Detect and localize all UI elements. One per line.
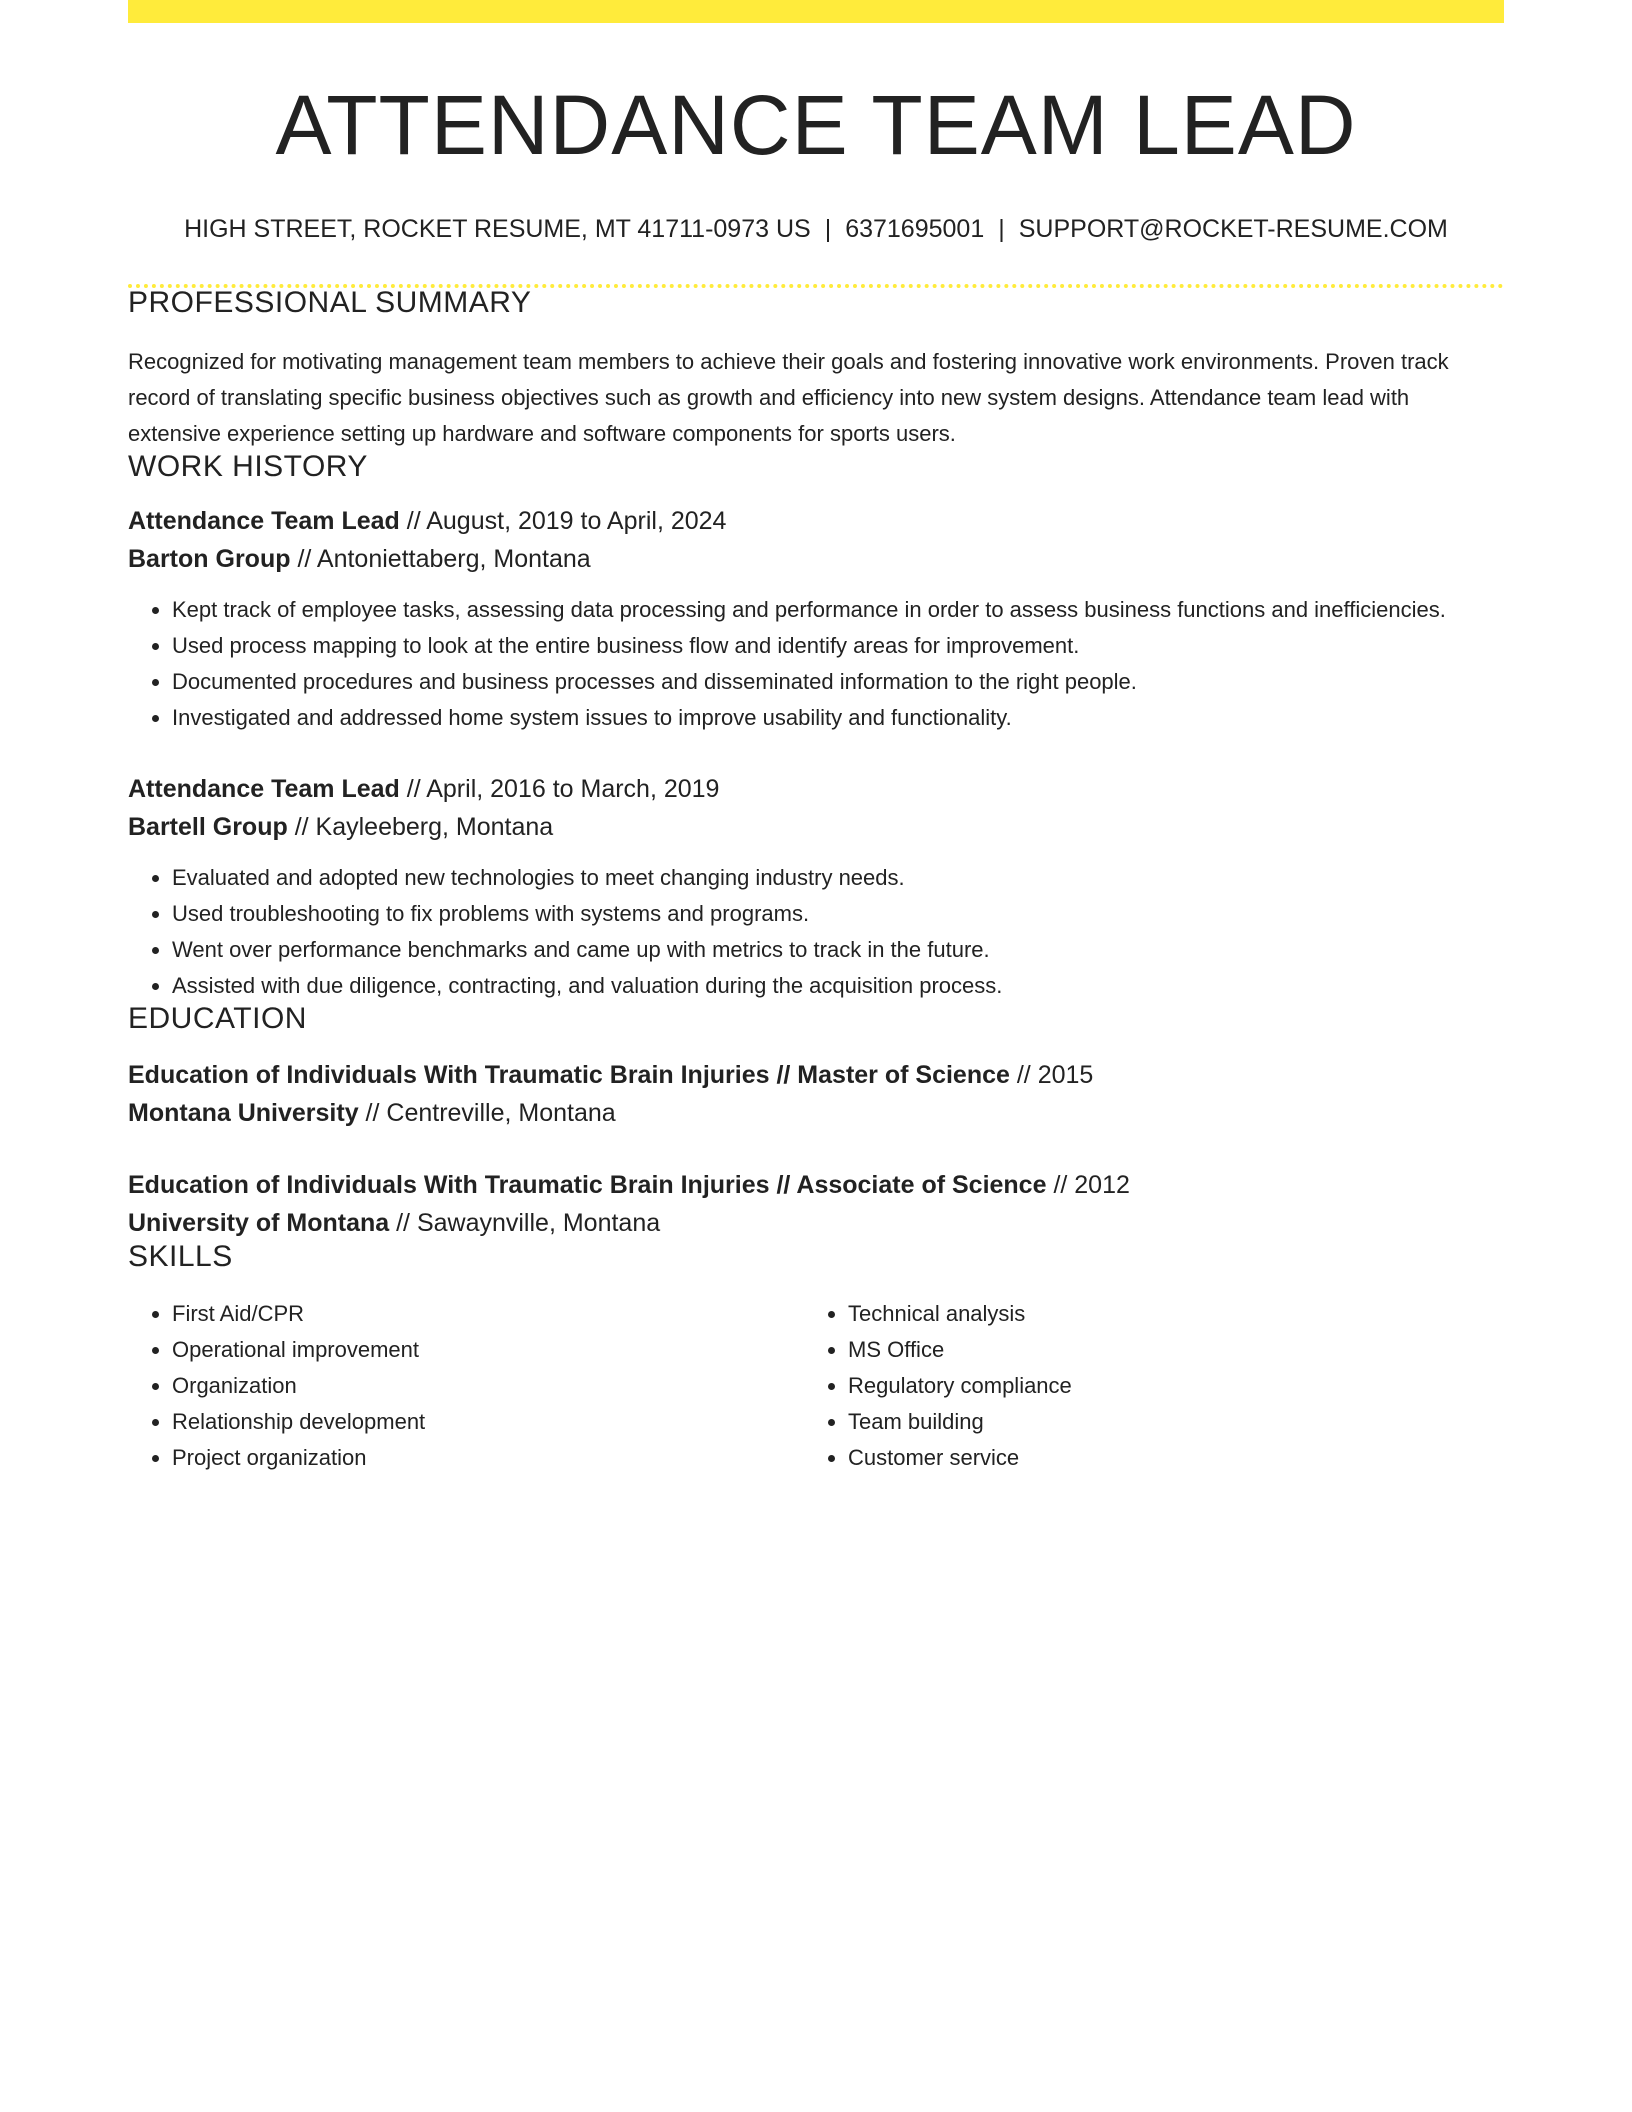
job-entry: [128, 770, 1504, 1004]
education-school: Montana University: [128, 1099, 359, 1127]
education-degree: Education of Individuals With Traumatic Brain Injuries // Master of Science: [128, 1061, 1010, 1089]
job-bullet: • Kept track of employee tasks, assessing data processing and performance in order to assess business functions and inefficiencies.: [172, 592, 1504, 628]
education-heading: EDUCATION: [128, 1002, 307, 1035]
education-year: // 2012: [1046, 1171, 1130, 1199]
skill-item: • MS Office: [848, 1332, 1480, 1368]
education-location: // Centreville, Montana: [358, 1099, 616, 1127]
job-company-line: [128, 808, 1504, 846]
summary-text: Recognized for motivating management team members to achieve their goals and fostering innovative work environments. Proven track record of translating specific business objectives such as growth and efficiency into new system designs. Attendance team lead with extensive experience setting up hardware and software components for sports users.: [128, 349, 1449, 446]
contact-email: SUPPORT@ROCKET-RESUME.COM: [1018, 215, 1448, 243]
job-bullet: • Documented procedures and business processes and disseminated information to the right people.: [172, 664, 1504, 700]
skill-item: • Project organization: [172, 1440, 804, 1476]
job-dates: // April, 2016 to March, 2019: [399, 775, 720, 803]
skill-item: • Customer service: [848, 1440, 1480, 1476]
job-company: Bartell Group: [128, 813, 288, 841]
job-role: Attendance Team Lead: [128, 507, 400, 535]
skill-item: • Technical analysis: [848, 1296, 1480, 1332]
contact-separator: |: [824, 215, 832, 243]
job-company-line: [128, 540, 1504, 578]
education-school-line: [128, 1204, 1504, 1242]
job-bullets: [128, 860, 1504, 1004]
education-entry: [128, 1166, 1504, 1242]
skills-heading: SKILLS: [128, 1240, 233, 1273]
job-company: Barton Group: [128, 545, 291, 573]
education-school: University of Montana: [128, 1209, 390, 1237]
skill-item: • Operational improvement: [172, 1332, 804, 1368]
education-degree: Education of Individuals With Traumatic Brain Injuries // Associate of Science: [128, 1171, 1047, 1199]
skill-item: • Relationship development: [172, 1404, 804, 1440]
skills-left-list: [128, 1296, 804, 1476]
education-degree-line: [128, 1166, 1504, 1204]
education-location: // Sawaynville, Montana: [389, 1209, 661, 1237]
work-history-heading: WORK HISTORY: [128, 450, 368, 483]
skills-right-list: [804, 1296, 1480, 1476]
contact-address: HIGH STREET, ROCKET RESUME, MT 41711-0973 US: [184, 215, 811, 243]
skill-item: • Team building: [848, 1404, 1480, 1440]
job-role: Attendance Team Lead: [128, 775, 400, 803]
job-bullet: • Assisted with due diligence, contracting, and valuation during the acquisition process.: [172, 968, 1504, 1004]
skill-item: • First Aid/CPR: [172, 1296, 804, 1332]
job-bullets: [128, 592, 1504, 736]
contact-line: [128, 217, 1504, 242]
accent-bar: [128, 0, 1504, 23]
education-degree-line: [128, 1056, 1504, 1094]
skill-item: • Organization: [172, 1368, 804, 1404]
education-school-line: [128, 1094, 1504, 1132]
job-bullet: • Evaluated and adopted new technologies to meet changing industry needs.: [172, 860, 1504, 896]
job-bullet: • Went over performance benchmarks and came up with metrics to track in the future.: [172, 932, 1504, 968]
job-location: // Antoniettaberg, Montana: [290, 545, 591, 573]
contact-separator: |: [998, 215, 1005, 243]
education-year: // 2015: [1009, 1061, 1094, 1089]
contact-phone: 6371695001: [845, 215, 985, 243]
job-dates: // August, 2019 to April, 2024: [399, 507, 727, 535]
candidate-name: ATTENDANCE TEAM LEAD: [275, 78, 1357, 172]
job-bullet: • Used process mapping to look at the entire business flow and identify areas for improvement.: [172, 628, 1504, 664]
job-title-line: [128, 502, 1504, 540]
skills-columns: [128, 1296, 1504, 1476]
skill-item: • Regulatory compliance: [848, 1368, 1480, 1404]
summary-heading: PROFESSIONAL SUMMARY: [128, 286, 532, 319]
job-location: // Kayleeberg, Montana: [287, 813, 554, 841]
job-title-line: [128, 770, 1504, 808]
job-entry: [128, 502, 1504, 736]
job-bullet: • Investigated and addressed home system issues to improve usability and functionality.: [172, 700, 1504, 736]
resume-page: [128, 0, 1504, 1476]
job-bullet: • Used troubleshooting to fix problems with systems and programs.: [172, 896, 1504, 932]
education-entry: [128, 1056, 1504, 1132]
